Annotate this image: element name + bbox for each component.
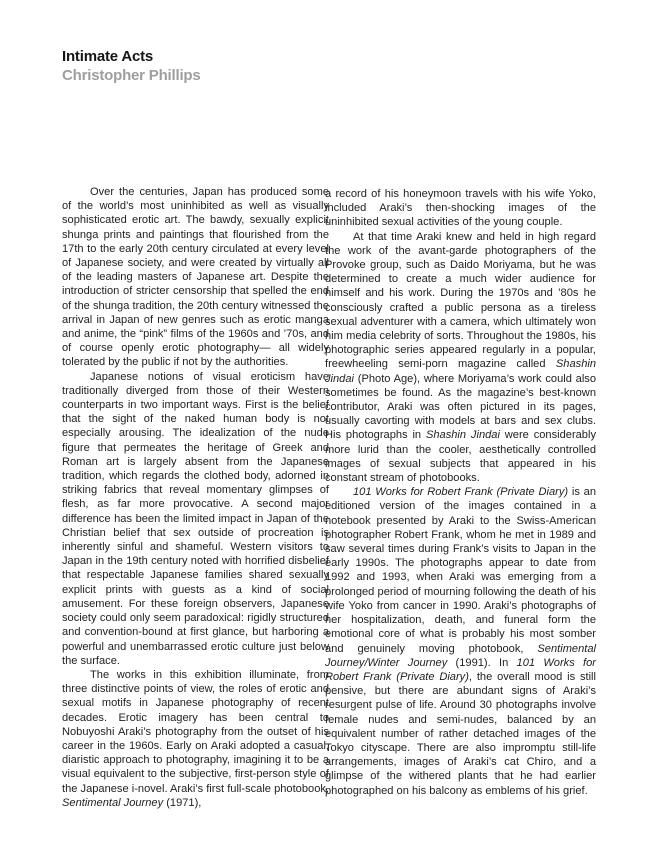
article-author: Christopher Phillips (62, 67, 201, 84)
book-title-winter-journey: Sentimental Journey/Winter Journey (325, 642, 596, 669)
paragraph-3-continued: a record of his honeymoon travels with his wife Yoko, included Araki’s then-shocking images of the uninhibited sexual activities of the young couple. (325, 188, 596, 229)
work-title-1: 101 Works for Robert Frank (Private Diary) (353, 486, 569, 499)
paragraph-5-part-c: , the overall mood is still pensive, but there are abundant signs of Araki’s resurgent pulse of life. Around 30 photographs involve female nudes and semi-nudes, balanced by an equivalent number of rather detached images of the Tokyo cityscape. There are also impromptu still-life arrangements, images of Araki’s cat Chiro, and a glimpse of the withered plants that he had earlier photographed on his balcony as emblems of his grief. (325, 670, 596, 797)
paragraph-5 (325, 485, 596, 797)
magazine-title-2: Shashin Jindai (425, 429, 500, 442)
paragraph-3 (62, 668, 329, 810)
paragraph-1: Over the centuries, Japan has produced some of the world’s most uninhibited as well as visually sophisticated erotic art. The bawdy, sexually explicit shunga prints and paintings that flourished from the 17th to the early 20th century circulated at every level of Japanese society, and were created by virtually all of the leading masters of Japanese art. Despite the introduction of stricter censorship that spelled the end of the shunga tradition, the 20th century witnessed the arrival in Japan of new genres such as erotic manga and anime, the “pink” films of the 1960s and ’70s, and of course openly erotic photography— all widely tolerated by the public if not by the authorities. (62, 186, 329, 369)
work-title-2: 101 Works for Robert Frank (Private Diary) (325, 656, 596, 683)
magazine-title-1: Shashin Jindai (325, 358, 596, 385)
paragraph-5-part-a: is an editioned version of the images contained in a notebook presented by Araki to the Swiss-American photographer Robert Frank, whom he met in 1989 and saw several times during Frank’s visits to Japan in the early 1990s. The photographs appear to date from 1992 and 1993, when Araki was emerging from a prolonged period of mourning following the death of his wife Yoko from cancer in 1990. Araki’s photographs of her hospitalization, death, and funeral form the emotional core of what is probably his most somber and genuinely moving photobook, (325, 486, 597, 655)
paragraph-3-text: The works in this exhibition illuminate, from three distinctive points of view, the roles of erotic and sexual motifs in Japanese photography of recent decades. Erotic imagery has been central to Nobuyoshi Araki’s photography from the outset of his career in the 1960s. Early on Araki adopted a casual, diaristic approach to photography, imagining it to be a visual equivalent to the subjective, first-person style of the Japanese i-novel. Araki’s first full-scale photobook, (62, 668, 329, 795)
paragraph-4 (325, 230, 596, 486)
paragraph-4-part-b: (Photo Age), where Moriyama’s work could also sometimes be found. As the magazine’s best-known contributor, Araki was often pictured in its pages, usually cavorting with models at bars and sex clubs. His photographs in (325, 372, 596, 442)
left-column (62, 185, 329, 810)
book-title-sentimental-journey: Sentimental Journey (62, 796, 164, 809)
paragraph-3-end: (1971), (163, 796, 202, 809)
paragraph-2: Japanese notions of visual eroticism have traditionally diverged from those of their Western counterparts in two important ways. First is the belief that the sight of the naked human body is not especially arousing. The idealization of the nude figure that permeates the heritage of Greek and Roman art is largely absent from the Japanese tradition, which regards the clothed body, adorned in striking fabrics that reveal momentary glimpses of flesh, as far more provocative. A second major difference has been the limited impact in Japan of the Christian belief that sex outside of procreation is inherently sinful and shameful. Western visitors to Japan in the 19th century noted with horrified disbelief that respectable Japanese families shared sexually explicit prints with guests as a kind of social amusement. For these foreign observers, Japanese society could only seem paradoxical: rigidly structured and convention-bound at first glance, but harboring a powerful and unembarrassed erotic culture just below the surface. (62, 370, 329, 667)
paragraph-5-part-b: (1991). In (447, 656, 517, 669)
paragraph-4-part-c: were considerably more lurid than the cooler, aesthetically controlled images of sexual subjects that appeared in his constant stream of photobooks. (325, 429, 596, 485)
paragraph-4-part-a: At that time Araki knew and held in high regard the work of the avant-garde photographers of the Provoke group, such as Daido Moriyama, but he was determined to create a much wider audience for himself and his work. During the 1970s and ’80s he consciously crafted a public persona as a tireless sexual adventurer with a camera, which ultimately won him media celebrity of sorts. Throughout the 1980s, his photographic series appeared regularly in a popular, freewheeling semi-porn magazine called (325, 230, 596, 371)
right-column (325, 187, 596, 798)
article-title: Intimate Acts (62, 48, 154, 65)
